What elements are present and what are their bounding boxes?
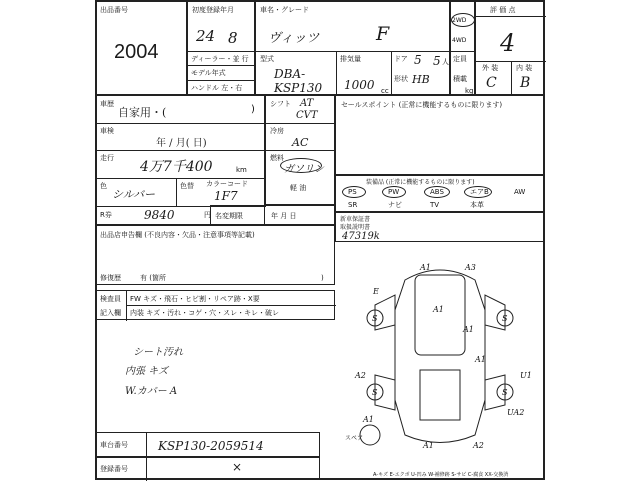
rating-label: 評 価 点: [490, 6, 516, 14]
spare-label: スペア: [345, 435, 364, 442]
drive-box: [450, 0, 475, 95]
int-label: 内 装: [516, 64, 533, 72]
vehicle-box: [255, 0, 450, 95]
use-value: 自家用・(: [118, 106, 167, 119]
mileage-unit: km: [236, 166, 247, 174]
rating-value: 4: [500, 29, 516, 57]
mark-a1-spare: A1: [363, 415, 374, 424]
first-reg-month: 8: [228, 29, 238, 47]
mark-a1-bottom: A1: [423, 441, 434, 450]
mark-u1: U1: [520, 371, 532, 380]
car-trunk-outline: [420, 370, 460, 420]
type-value: DBA-: [274, 67, 306, 81]
equip-abs: ABS: [430, 188, 444, 196]
write-label: 記入欄: [100, 309, 121, 317]
lot-number: 2004: [114, 41, 159, 63]
mark-a1-roof: A1: [433, 305, 444, 314]
shift-label: シフト: [270, 100, 291, 108]
right-front-panel: [485, 295, 505, 330]
displacement-unit: cc: [381, 87, 389, 95]
first-reg-label: 初度登録年月: [192, 6, 234, 14]
displacement-value: 1000: [344, 78, 375, 92]
chassis-no-box: [95, 432, 320, 457]
ext-label: 外 装: [482, 64, 499, 72]
capacity-unit: 人: [442, 58, 449, 66]
left-front-panel: [375, 295, 395, 330]
left-rear-panel: [375, 375, 395, 410]
auction-sheet: [95, 0, 545, 480]
mark-a1-right: A1: [463, 325, 474, 334]
int-value: B: [520, 75, 531, 91]
type-label: 型式: [260, 55, 274, 63]
new-car-sub: 取扱説明書: [340, 224, 371, 231]
mark-a1-rear: A1: [475, 355, 486, 364]
shape-label: 形状: [394, 75, 408, 83]
use-close: ): [251, 104, 255, 115]
fuel-diesel: 軽 油: [290, 184, 307, 192]
mileage-label: 走行: [100, 154, 114, 162]
recycle-unit: 円: [204, 211, 211, 219]
grade-value: F: [376, 23, 390, 45]
color-code-value: 1F7: [214, 189, 238, 203]
damage-legend: A-キズ E-エクボ U-凹み W-補修跡 S-サビ C-腐食 XX-交換済: [373, 472, 509, 478]
capacity-value: 5: [433, 54, 441, 68]
hand-note-2: 内張 キズ: [125, 366, 168, 377]
title-box: [210, 205, 335, 225]
color-no-label: 色替: [180, 182, 194, 190]
name-label: 車名・グレード: [260, 6, 309, 14]
first-reg-box: [187, 0, 255, 95]
mark-e: E: [373, 287, 379, 296]
equip-airbag: エアB: [470, 188, 489, 196]
name-value: ヴィッツ: [268, 31, 320, 46]
mark-s-rear-right: S: [502, 388, 508, 397]
handle-label: ハンドル 左・右: [191, 84, 243, 92]
new-car-label: 新車保証書: [340, 216, 371, 223]
hand-note-3: W.カバー A: [125, 386, 178, 397]
equip-ps: PS: [348, 188, 357, 196]
drive-2wd: 2WD: [452, 17, 467, 24]
repair-label: 修復歴: [100, 274, 121, 282]
middle-box: [265, 95, 335, 205]
equip-label: 装備品 (正常に機能するものに限ります): [366, 179, 475, 186]
mileage-note: 47319k: [342, 231, 380, 242]
mark-s-front-left: S: [372, 314, 378, 323]
shape-value: HB: [412, 73, 430, 86]
equip-box: [335, 175, 545, 212]
equip-abs-circle: [424, 186, 450, 198]
doors-label: ドア: [394, 55, 408, 63]
equip-pw-circle: [382, 186, 406, 198]
equip-ps-circle: [342, 186, 366, 198]
int-row: 内装 キズ・汚れ・コゲ・穴・スレ・キレ・破レ: [130, 309, 280, 317]
car-body-outline: [395, 270, 485, 443]
fuel-circle: [280, 158, 322, 173]
title-label: 名変期限: [215, 212, 243, 220]
rating-box: [475, 0, 545, 95]
capacity-label: 定員: [453, 55, 467, 63]
shift-sub: CVT: [296, 110, 318, 121]
selling-box: [335, 95, 545, 175]
mark-s-front-right: S: [502, 314, 508, 323]
equip-sr: SR: [348, 201, 358, 209]
chassis-no-value: KSP130-2059514: [158, 439, 264, 453]
lot-box: [95, 0, 187, 95]
recycle-value: 9840: [144, 208, 175, 222]
ac-value: AC: [292, 136, 309, 149]
displacement-label: 排気量: [340, 55, 361, 63]
drive-4wd: 4WD: [452, 37, 467, 44]
notes-box: [95, 225, 335, 285]
equip-aw: AW: [514, 188, 526, 196]
mark-ua2: UA2: [507, 408, 525, 417]
reg-no-box: [95, 457, 320, 480]
doors-value: 5: [414, 53, 422, 67]
mark-a2-bottom: A2: [473, 441, 484, 450]
chassis-no-label: 車台番号: [100, 441, 128, 449]
first-reg-year: 24: [196, 27, 216, 45]
reg-no-value: ×: [232, 460, 243, 474]
fuel-value: ガソリン: [284, 164, 324, 175]
check-label: 検査員: [100, 295, 121, 303]
equip-airbag-circle: [464, 186, 492, 198]
new-car-box: [335, 212, 545, 242]
dealer-label: ディーラー・並 行: [191, 55, 249, 63]
fuel-label: 燃料: [270, 154, 284, 162]
model-year-label: モデル年式: [191, 69, 226, 77]
equip-leather: 本革: [470, 201, 484, 209]
recycle-label: R券: [100, 211, 112, 219]
shift-value: AT: [300, 98, 314, 109]
mark-a1-roof-front: A1: [420, 263, 431, 272]
inspector-box: [95, 290, 335, 320]
title-value: 年 月 日: [271, 212, 297, 220]
repair-value: 有 (箇所: [140, 274, 166, 282]
car-roof-outline: [415, 275, 465, 355]
ac-label: 冷房: [270, 127, 284, 135]
color-code-label: カラーコード: [206, 180, 248, 188]
color-value: シルバー: [112, 188, 155, 201]
inspection-value: 年 / 月( 日): [156, 138, 207, 149]
chassis-value: KSP130: [274, 81, 323, 95]
mileage-value: 4万7千400: [140, 159, 213, 175]
inspection-label: 車検: [100, 127, 114, 135]
car-diagram: [335, 250, 545, 465]
drive-2wd-circle: [451, 13, 475, 27]
fw-row: FW キズ・飛石・ヒビ割・リペア跡・X要: [130, 295, 260, 303]
hand-note-1: シート汚れ: [133, 347, 183, 358]
ext-value: C: [486, 75, 497, 91]
lot-label: 出品番号: [100, 6, 128, 14]
equip-navi: ナビ: [388, 201, 402, 209]
color-label: 色: [100, 182, 107, 190]
selling-label: セールスポイント (正常に機能するものに限ります): [341, 101, 503, 109]
use-label: 車歴: [100, 100, 114, 108]
reg-no-label: 登録番号: [100, 465, 128, 473]
mark-a3: A3: [465, 263, 476, 272]
repair-close: ): [321, 274, 324, 282]
mark-s-rear-left: S: [372, 388, 378, 397]
mark-a2-left: A2: [355, 371, 366, 380]
equip-tv: TV: [430, 201, 440, 209]
load-unit: kg: [465, 87, 474, 95]
load-label: 積載: [453, 75, 467, 83]
notes-label: 出品店申告欄 (不良内容・欠品・注意事項等記載): [100, 231, 255, 239]
equip-pw: PW: [388, 188, 400, 196]
